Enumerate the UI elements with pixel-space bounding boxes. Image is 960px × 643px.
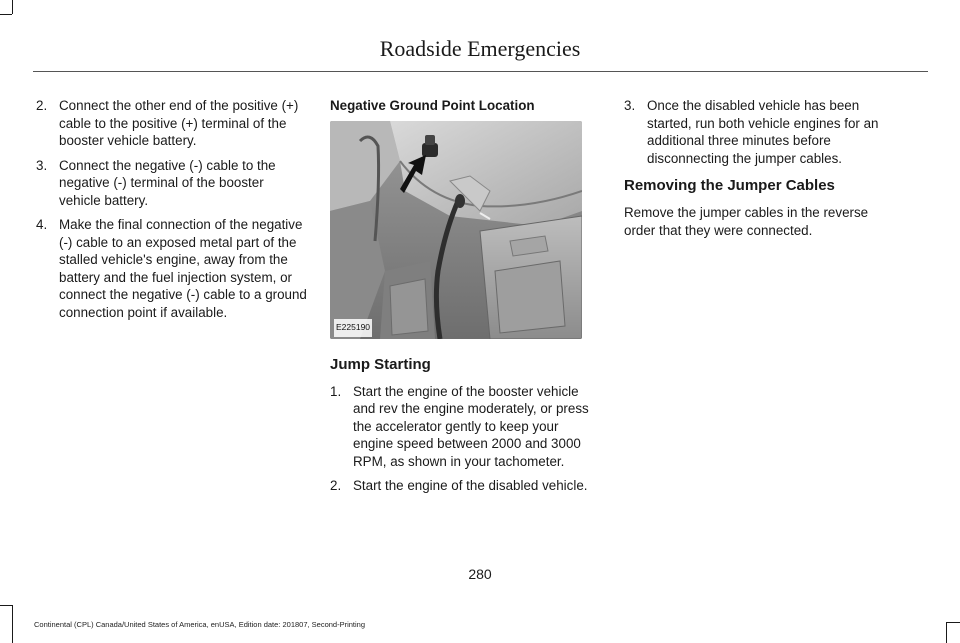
crop-mark-bottom-left bbox=[12, 605, 13, 643]
figure-code: E225190 bbox=[334, 319, 372, 337]
right-column bbox=[624, 97, 896, 239]
crop-mark-bottom-right bbox=[946, 622, 947, 643]
jump-starting-heading: Jump Starting bbox=[330, 355, 431, 373]
footer-edition-info: Continental (CPL) Canada/United States of America, enUSA, Edition date: 201807, Second-Printing bbox=[34, 620, 366, 629]
middle-column bbox=[330, 97, 602, 502]
removing-cables-heading: Removing the Jumper Cables bbox=[624, 177, 835, 194]
list-item: 3. Connect the negative (-) cable to the negative (-) terminal of the booster vehicle battery. bbox=[36, 157, 276, 208]
page-number: 280 bbox=[468, 566, 492, 582]
ground-point-illustration bbox=[330, 121, 582, 339]
jump-starting-steps-list bbox=[330, 383, 602, 495]
removing-cables-text: Remove the jumper cables in the reverse order that they were connected. bbox=[624, 205, 869, 238]
list-item: 2. Start the engine of the disabled vehicle. bbox=[330, 478, 588, 493]
crop-mark-top-left-h bbox=[0, 14, 12, 15]
page-header-title: Roadside Emergencies bbox=[379, 36, 581, 61]
left-column bbox=[36, 97, 308, 328]
crop-mark-bottom-right-h bbox=[946, 622, 960, 623]
list-item: 2. Connect the other end of the positive (+) cable to the positive (+) terminal of the booster vehicle battery. bbox=[36, 98, 299, 148]
list-item: 1. Start the engine of the booster vehicle and rev the engine moderately, or press the accelerator gently to keep your engine speed between 2000 and 3000 RPM, as shown in your tachometer. bbox=[330, 383, 589, 469]
list-item: 3. Once the disabled vehicle has been started, run both vehicle engines for an additional three minutes before disconnecting the jumper cables. bbox=[624, 98, 879, 166]
figure-title: Negative Ground Point Location bbox=[330, 98, 535, 113]
after-start-steps-list bbox=[624, 97, 896, 167]
header-divider bbox=[33, 71, 928, 72]
crop-mark-bottom-left-h bbox=[0, 605, 12, 606]
crop-mark-top-left bbox=[12, 0, 13, 14]
engine-bay-image bbox=[330, 121, 582, 339]
list-item: 4. Make the final connection of the negative (-) cable to an exposed metal part of the stalled vehicle's engine, away from the battery and the fuel injection system, or connect the negative (-) cable to a ground connection point if available. bbox=[36, 217, 307, 320]
connection-steps-list bbox=[36, 97, 308, 321]
